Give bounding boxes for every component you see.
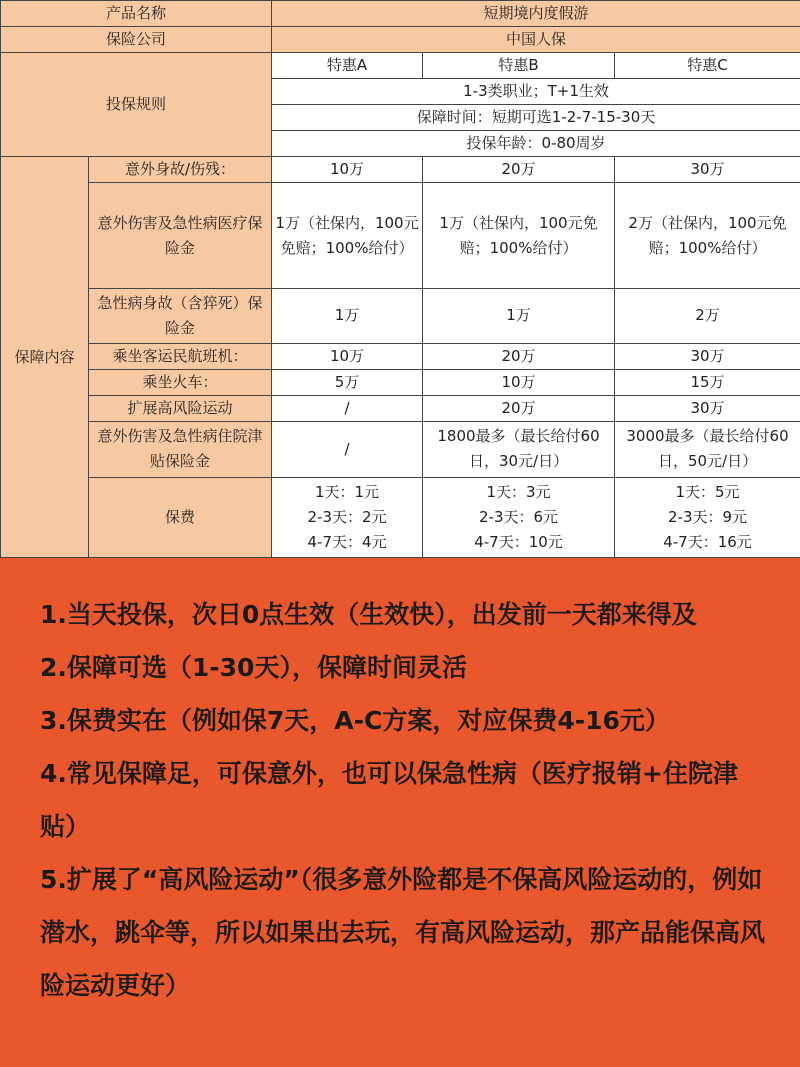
rule-occupation: 1-3类职业；T+1生效 — [272, 79, 800, 105]
coverage-item: 意外伤害及急性病住院津贴保险金 — [89, 421, 272, 477]
table-row — [1, 395, 800, 421]
coverage-item: 急性病身故（含猝死）保险金 — [89, 289, 272, 343]
coverage-value-a: / — [272, 421, 423, 477]
coverage-value-a: 10万 — [272, 343, 423, 369]
premium-line: 1天：3元 — [486, 482, 551, 501]
coverage-value-b: 1800最多（最长给付60日，30元/日） — [423, 421, 615, 477]
premium-line: 1天：1元 — [314, 482, 380, 501]
premium-line: 4-7天：16元 — [663, 532, 752, 551]
table-row — [1, 477, 800, 557]
coverage-item: 意外伤害及急性病医疗保险金 — [89, 183, 272, 289]
coverage-value-c: 30万 — [615, 157, 800, 183]
rule-age: 投保年龄：0-80周岁 — [272, 131, 800, 157]
highlight-item: 1.当天投保，次日0点生效（生效快），出发前一天都来得及 — [40, 600, 697, 629]
coverage-value-b: 20万 — [423, 395, 615, 421]
coverage-item: 乘坐火车： — [89, 369, 272, 395]
product-name-value: 短期境内度假游 — [272, 1, 800, 27]
coverage-value-a: 1万（社保内，100元免赔；100%给付） — [272, 183, 423, 289]
premium-label: 保费 — [89, 477, 272, 557]
coverage-value-c: 30万 — [615, 343, 800, 369]
table-row — [1, 183, 800, 289]
coverage-value-c: 3000最多（最长给付60日，50元/日） — [615, 421, 800, 477]
premium-line: 1天：5元 — [675, 482, 740, 501]
plan-b-header: 特惠B — [423, 53, 615, 79]
coverage-value-c: 30万 — [615, 395, 800, 421]
table-row — [1, 289, 800, 343]
premium-line: 2-3天：2元 — [307, 507, 387, 526]
coverage-value-b: 20万 — [423, 343, 615, 369]
premium-line: 2-3天：9元 — [667, 507, 748, 526]
coverage-value-c: 2万 — [615, 289, 800, 343]
table-row — [1, 343, 800, 369]
table-row — [1, 53, 800, 79]
premium-line: 4-7天：10元 — [474, 532, 563, 551]
premium-cell-c — [615, 477, 800, 557]
table-row — [1, 27, 800, 53]
highlight-item: 3.保费实在（例如保7天，A-C方案，对应保费4-16元） — [40, 706, 670, 735]
plan-c-header: 特惠C — [615, 53, 800, 79]
coverage-value-b: 1万（社保内，100元免赔；100%给付） — [423, 183, 615, 289]
product-name-label: 产品名称 — [1, 1, 272, 27]
coverage-value-a: 5万 — [272, 369, 423, 395]
premium-cell-b — [423, 477, 615, 557]
coverage-value-a: 1万 — [272, 289, 423, 343]
plan-a-header: 特惠A — [272, 53, 423, 79]
coverage-value-c: 2万（社保内，100元免赔；100%给付） — [615, 183, 800, 289]
coverage-value-a: 10万 — [272, 157, 423, 183]
rule-period: 保障时间：短期可选1-2-7-15-30天 — [272, 105, 800, 131]
insurer-value: 中国人保 — [272, 27, 800, 53]
coverage-value-b: 1万 — [423, 289, 615, 343]
coverage-value-c: 15万 — [615, 369, 800, 395]
premium-line: 4-7天：4元 — [307, 532, 387, 551]
coverage-value-a: / — [272, 395, 423, 421]
table-row — [1, 421, 800, 477]
highlight-item: 4.常见保障足，可保意外，也可以保急性病（医疗报销+住院津贴） — [40, 759, 738, 841]
highlight-item: 2.保障可选（1-30天），保障时间灵活 — [40, 653, 467, 682]
coverage-item: 意外身故/伤残： — [89, 157, 272, 183]
insurer-label: 保险公司 — [1, 27, 272, 53]
highlight-item: 5.扩展了“高风险运动”（很多意外险都是不保高风险运动的，例如潜水，跳伞等，所以如果出去玩，有高风险运动，那产品能保高风险运动更好） — [40, 865, 766, 1000]
table-row — [1, 157, 800, 183]
coverage-label: 保障内容 — [1, 157, 89, 558]
coverage-item: 乘坐客运民航班机： — [89, 343, 272, 369]
coverage-value-b: 10万 — [423, 369, 615, 395]
premium-line: 2-3天：6元 — [478, 507, 559, 526]
coverage-item: 扩展高风险运动 — [89, 395, 272, 421]
table-row — [1, 1, 800, 27]
rules-label: 投保规则 — [1, 53, 272, 157]
coverage-value-b: 20万 — [423, 157, 615, 183]
premium-cell-a — [272, 477, 423, 557]
highlights-panel — [0, 558, 800, 1067]
table-row — [1, 369, 800, 395]
